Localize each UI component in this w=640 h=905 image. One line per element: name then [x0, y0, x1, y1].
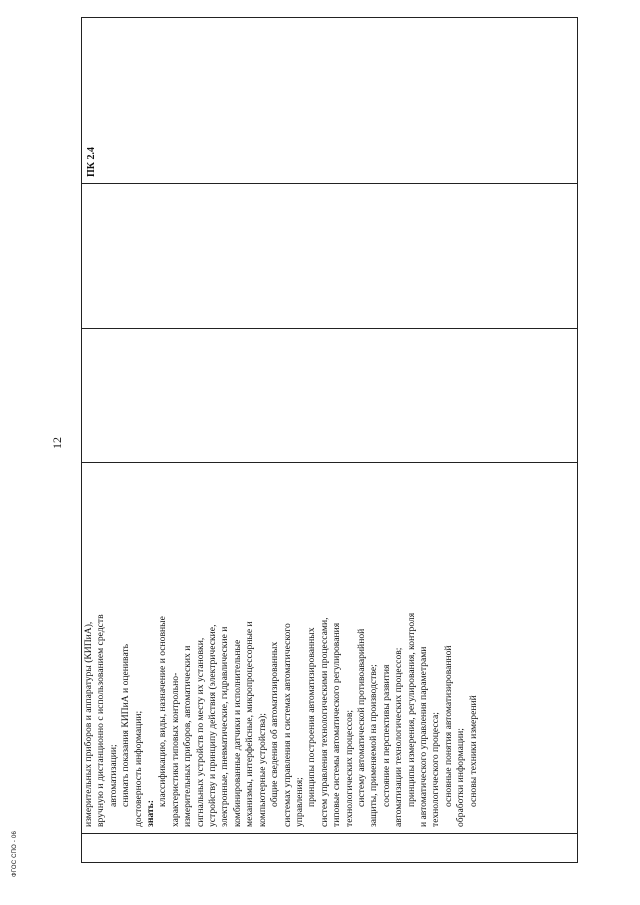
text-line: технологических процессов; [343, 709, 355, 827]
text-line: измерительных приборов, автоматических и [182, 645, 194, 827]
page-number: 12 [50, 437, 64, 449]
text-line: защиты, применяемой на производстве; [368, 664, 380, 827]
text-line: обработки информации; [455, 728, 467, 827]
table-cell-code [82, 18, 578, 184]
text-line: общие сведения об автоматизированных [269, 641, 281, 807]
text-line: комбинированные датчики и исполнительные [231, 639, 243, 827]
text-line: компьютерные устройства); [256, 713, 268, 827]
knowledge-skills-text [82, 463, 578, 833]
text-line: автоматизации технологических процессов; [393, 647, 405, 827]
document-footer: ФГОС СПО - 06 [12, 830, 18, 877]
text-line: принципы измерения, регулирования, контроля [405, 612, 417, 807]
table-cell-content [82, 463, 578, 834]
section-label: знать: [145, 800, 157, 827]
text-line: принципы построения автоматизированных [306, 627, 318, 807]
table-cell-index [82, 834, 578, 863]
text-line: характеристики типовых контрольно- [169, 672, 181, 827]
text-line: снимать показания КИПиА и оценивать [120, 643, 132, 807]
text-line: систем управления технологическими процессами, [318, 617, 330, 827]
text-line: управления; [293, 777, 305, 827]
text-line: систему автоматической противоаварийной [355, 628, 367, 807]
table-row [82, 18, 578, 863]
text-line: классификацию, виды, назначение и основные [157, 616, 169, 807]
text-line: основные понятия автоматизированной [442, 645, 454, 807]
text-line: измерительных приборов и аппаратуры (КИПиА), [83, 621, 94, 827]
table-cell-empty [82, 329, 578, 463]
text-line: типовые системы автоматического регулирования [331, 622, 343, 827]
text-line: электронные, пневматические, гидравлические и [219, 626, 231, 827]
text-line: сигнальных устройств по месту их установки, [194, 637, 206, 827]
text-line: и автоматического управления параметрами [417, 646, 429, 827]
table-cell-empty [82, 184, 578, 329]
text-line: устройству и принципу действия (электрические, [207, 624, 219, 827]
text-line: механизмы, интерфейсные, микропроцессорные и [244, 621, 256, 827]
competency-table [81, 17, 578, 863]
text-line: основы техники измерений [467, 695, 479, 807]
rotated-page [12, 23, 578, 877]
text-line: автоматизации; [107, 744, 119, 807]
text-line: вручную и дистанционно с использованием средств [95, 614, 107, 827]
text-line: технологического процесса; [430, 712, 442, 827]
text-line: состояние и перспективы развития [380, 664, 392, 807]
text-line: системах управления и системах автоматического [281, 623, 293, 827]
competency-code: ПК 2.4 [86, 146, 97, 177]
text-line: достоверность информации; [132, 710, 144, 827]
